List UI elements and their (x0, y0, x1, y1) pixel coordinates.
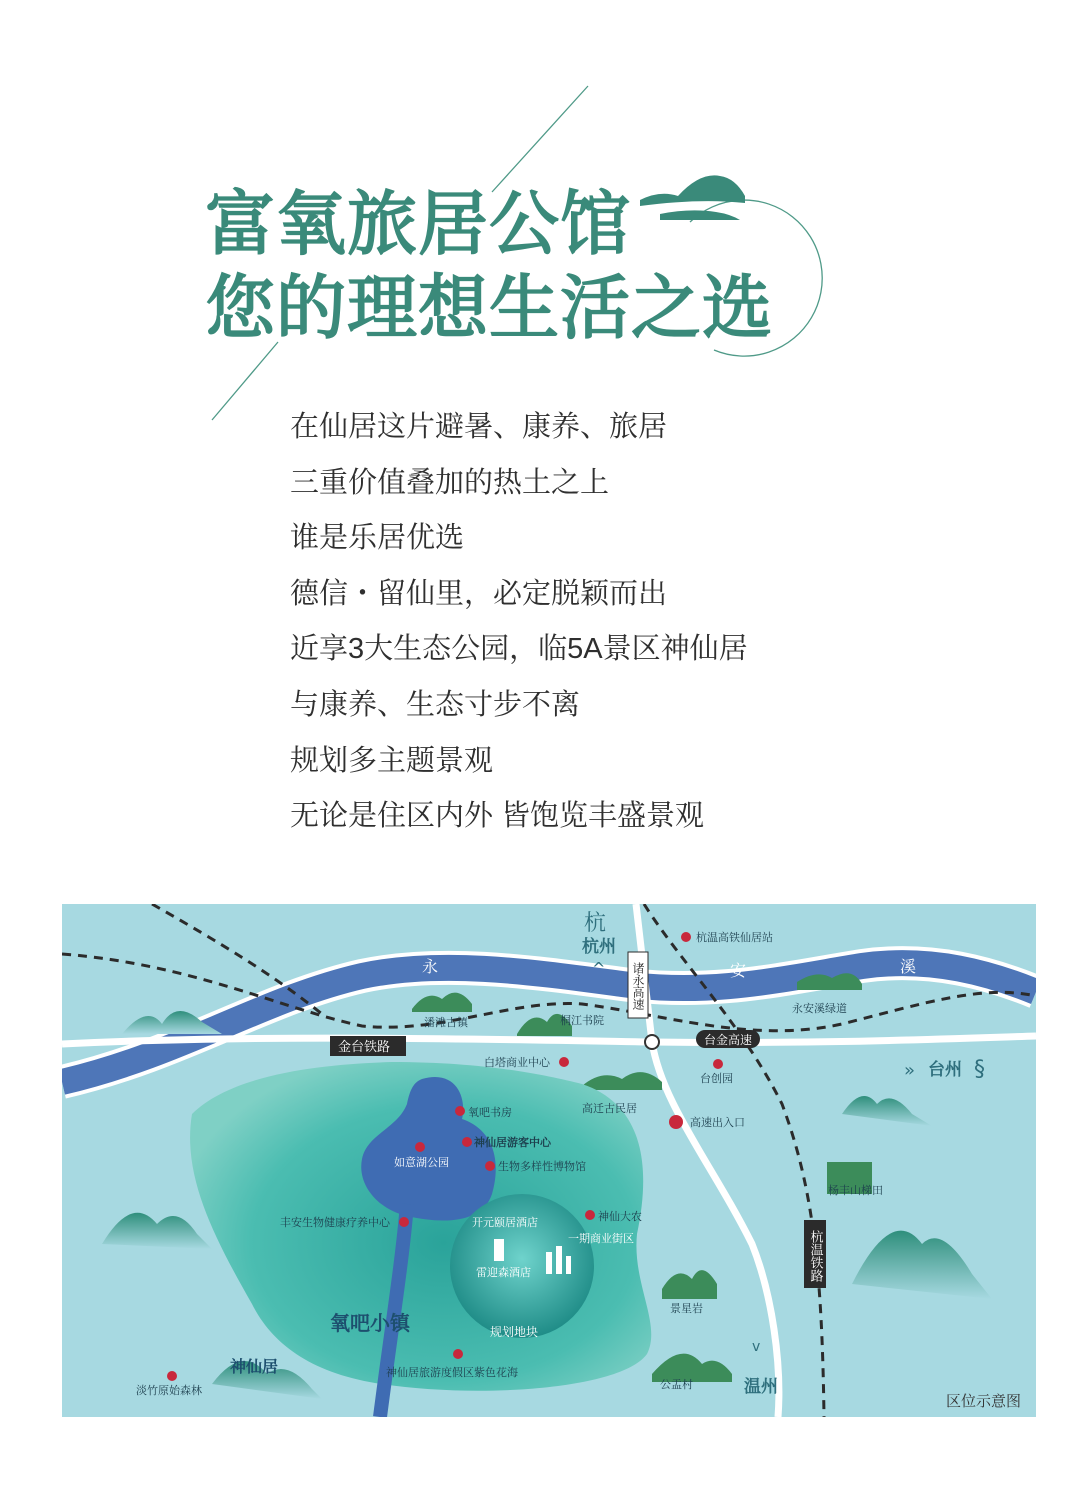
zhuyong-expressway-label: 诸永高速 (631, 962, 645, 1010)
poi-exit: 高速出入口 (690, 1116, 745, 1129)
map-caption: 区位示意图 (946, 1392, 1022, 1410)
poi-health: 丰安生物健康疗养中心 (280, 1216, 390, 1229)
intro-line: 德信・留仙里，必定脱颖而出 (290, 577, 668, 610)
poi-leiying: 雷迎森酒店 (476, 1266, 531, 1279)
intro-line: 与康养、生态寸步不离 (290, 688, 581, 721)
poi-jingxing: 景星岩 (670, 1302, 703, 1315)
mountain-icon (640, 175, 745, 220)
chevron-up-icon: ^ (592, 959, 606, 978)
city-taizhou: 台州 (928, 1060, 962, 1080)
poi-purple-sea: 神仙居旅游度假区紫色花海 (386, 1366, 518, 1379)
intro-line: 规划多主题景观 (290, 744, 494, 777)
poi-kaiyuan: 开元颐居酒店 (472, 1216, 538, 1229)
poi-yangba-books: 氧吧书房 (468, 1106, 512, 1119)
river-char: 溪 (900, 957, 917, 976)
intro-line: 在仙居这片避暑、康养、旅居 (290, 411, 668, 443)
poi-museum: 生物多样性博物馆 (498, 1160, 586, 1173)
shenxianju-label: 神仙居 (230, 1357, 279, 1376)
poi-tongjiang: 桐江书院 (560, 1014, 604, 1027)
chevron-down-icon: v (752, 1339, 761, 1355)
poi-commercial: 一期商业街区 (568, 1232, 634, 1245)
poi-panfu: 潘滩古镇 (424, 1016, 468, 1029)
city-wenzhou: 温州 (744, 1377, 778, 1397)
intro-text (290, 402, 748, 847)
interchange-icon (645, 1035, 659, 1049)
poi-baita: 白塔商业中心 (484, 1056, 550, 1069)
taijin-expressway-label: 台金高速 (704, 1033, 753, 1047)
poi-visitor-center: 神仙居游客中心 (474, 1136, 551, 1149)
poi-shenxian-farm: 神仙大农 (598, 1210, 642, 1223)
poi-yongan-greenway: 永安溪绿道 (792, 1002, 847, 1015)
river-char: 永 (422, 957, 439, 976)
yangba-town-label: 氧吧小镇 (330, 1311, 410, 1335)
poi-taichuang: 台创园 (700, 1072, 733, 1085)
double-chevron-icon: » (904, 1060, 916, 1081)
poi-yangfeng: 杨丰山梯田 (828, 1184, 883, 1197)
decor-diagonal-line-bottom (212, 342, 278, 420)
poi-danzhu: 淡竹原始森林 (136, 1384, 202, 1397)
plot-label: 规划地块 (490, 1325, 539, 1339)
jintai-rail-label: 金台铁路 (338, 1040, 391, 1055)
intro-line: 无论是住区内外 皆饱览丰盛景观 (290, 800, 705, 833)
poi-ruyihu: 如意湖公园 (394, 1156, 449, 1169)
river-char: 安 (730, 961, 747, 980)
poi-gongmeng: 公盂村 (660, 1378, 693, 1391)
location-map (62, 904, 1036, 1417)
hangzhou-logo-icon: 杭 (584, 911, 607, 936)
title-line-1: 富氧旅居公馆 (205, 182, 631, 265)
city-hangzhou: 杭州 (582, 937, 616, 957)
hangwen-rail-label: 杭温铁路 (807, 1230, 823, 1282)
intro-line: 近享3大生态公园，临5A景区神仙居 (290, 633, 748, 666)
intro-line: 三重价值叠加的热土之上 (290, 466, 610, 499)
taizhou-logo-icon: § (974, 1057, 985, 1082)
title-line-2: 您的理想生活之选 (205, 266, 773, 349)
intro-line: 谁是乐居优选 (290, 522, 465, 555)
poi-gaoqian: 高迁古民居 (582, 1102, 637, 1115)
poi-station: 杭温高铁仙居站 (696, 931, 773, 944)
